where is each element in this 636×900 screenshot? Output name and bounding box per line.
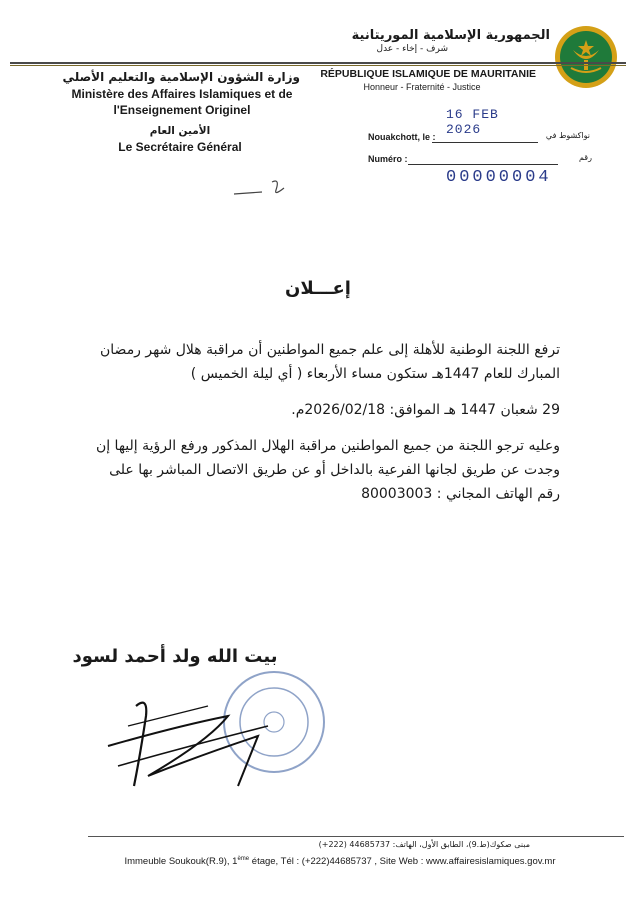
reference-number-stamp: 00000004 xyxy=(446,168,552,187)
announcement-title: إعـــلان xyxy=(285,278,351,299)
announcement-paragraph-1: ترفع اللجنة الوطنية للأهلة إلى علم جميع المواطنين أن مراقبة هلال شهر رمضان المبارك للعام 1447هـ ستكون مساء الأربعاء ( أي ليلة الخميس ) xyxy=(100,342,560,382)
number-label: Numéro : xyxy=(368,154,408,164)
footer-address-part2: étage, Tél : (+222)44685737 , Site Web : www.affairesislamiques.gov.mr xyxy=(249,856,556,868)
national-emblem-icon xyxy=(553,24,619,90)
secretary-title-arabic: الأمين العام xyxy=(149,125,211,137)
republic-name-french: RÉPUBLIQUE ISLAMIQUE DE MAURITANIE xyxy=(320,68,536,80)
secretary-title-french: Le Secrétaire Général xyxy=(118,140,242,154)
footer-address-part1: Immeuble Soukouk(R.9), 1 xyxy=(124,856,238,868)
handwritten-signature-icon xyxy=(88,686,288,796)
nouakchott-label-arabic: نواكشوط في xyxy=(545,131,590,140)
date-line xyxy=(432,142,538,143)
nouakchott-label: Nouakchott, le : xyxy=(368,132,436,142)
republic-name-arabic: الجمهورية الإسلامية الموريتانية xyxy=(351,28,550,43)
footer-ordinal: ème xyxy=(237,856,250,862)
footer-rule xyxy=(88,836,624,837)
ministry-name-arabic: وزارة الشؤون الإسلامية والتعليم الأصلي xyxy=(62,70,300,84)
footer-address-french xyxy=(60,856,620,867)
announcement-paragraph-2: وعليه ترجو اللجنة من جميع المواطنين مراقبة الهلال المذكور ورفع الرؤية إليها إن وجدت عن طريق لجانها الفرعية بالداخل أو عن طريق الاتصال المباشر بها على رقم الهاتف المجاني : 80003003 xyxy=(95,438,560,502)
initials-scribble-icon xyxy=(232,172,302,202)
number-line xyxy=(408,164,558,165)
footer-address-arabic: مبنى صكوك(ط.9)، الطابق الأول، الهاتف: 44685737 (222+) xyxy=(318,840,530,849)
ministry-name-french xyxy=(62,86,302,118)
signer-name: بيت الله ولد أحمد لسود xyxy=(72,646,278,667)
announcement-date-line: 29 شعبان 1447 هـ الموافق: 2026/02/18م. xyxy=(291,402,560,418)
ministry-line-2: l'Enseignement Originel xyxy=(113,103,251,117)
ministry-line-1: Ministère des Affaires Islamiques et de xyxy=(71,87,293,101)
header-rule-thin xyxy=(10,65,626,66)
motto-arabic: شرف - إخاء - عدل xyxy=(376,44,448,54)
header-rule xyxy=(10,62,626,64)
number-label-arabic: رقم xyxy=(578,153,592,162)
motto-french: Honneur - Fraternité - Justice xyxy=(363,82,481,92)
date-stamp: 16 FEB 2026 xyxy=(446,107,499,137)
